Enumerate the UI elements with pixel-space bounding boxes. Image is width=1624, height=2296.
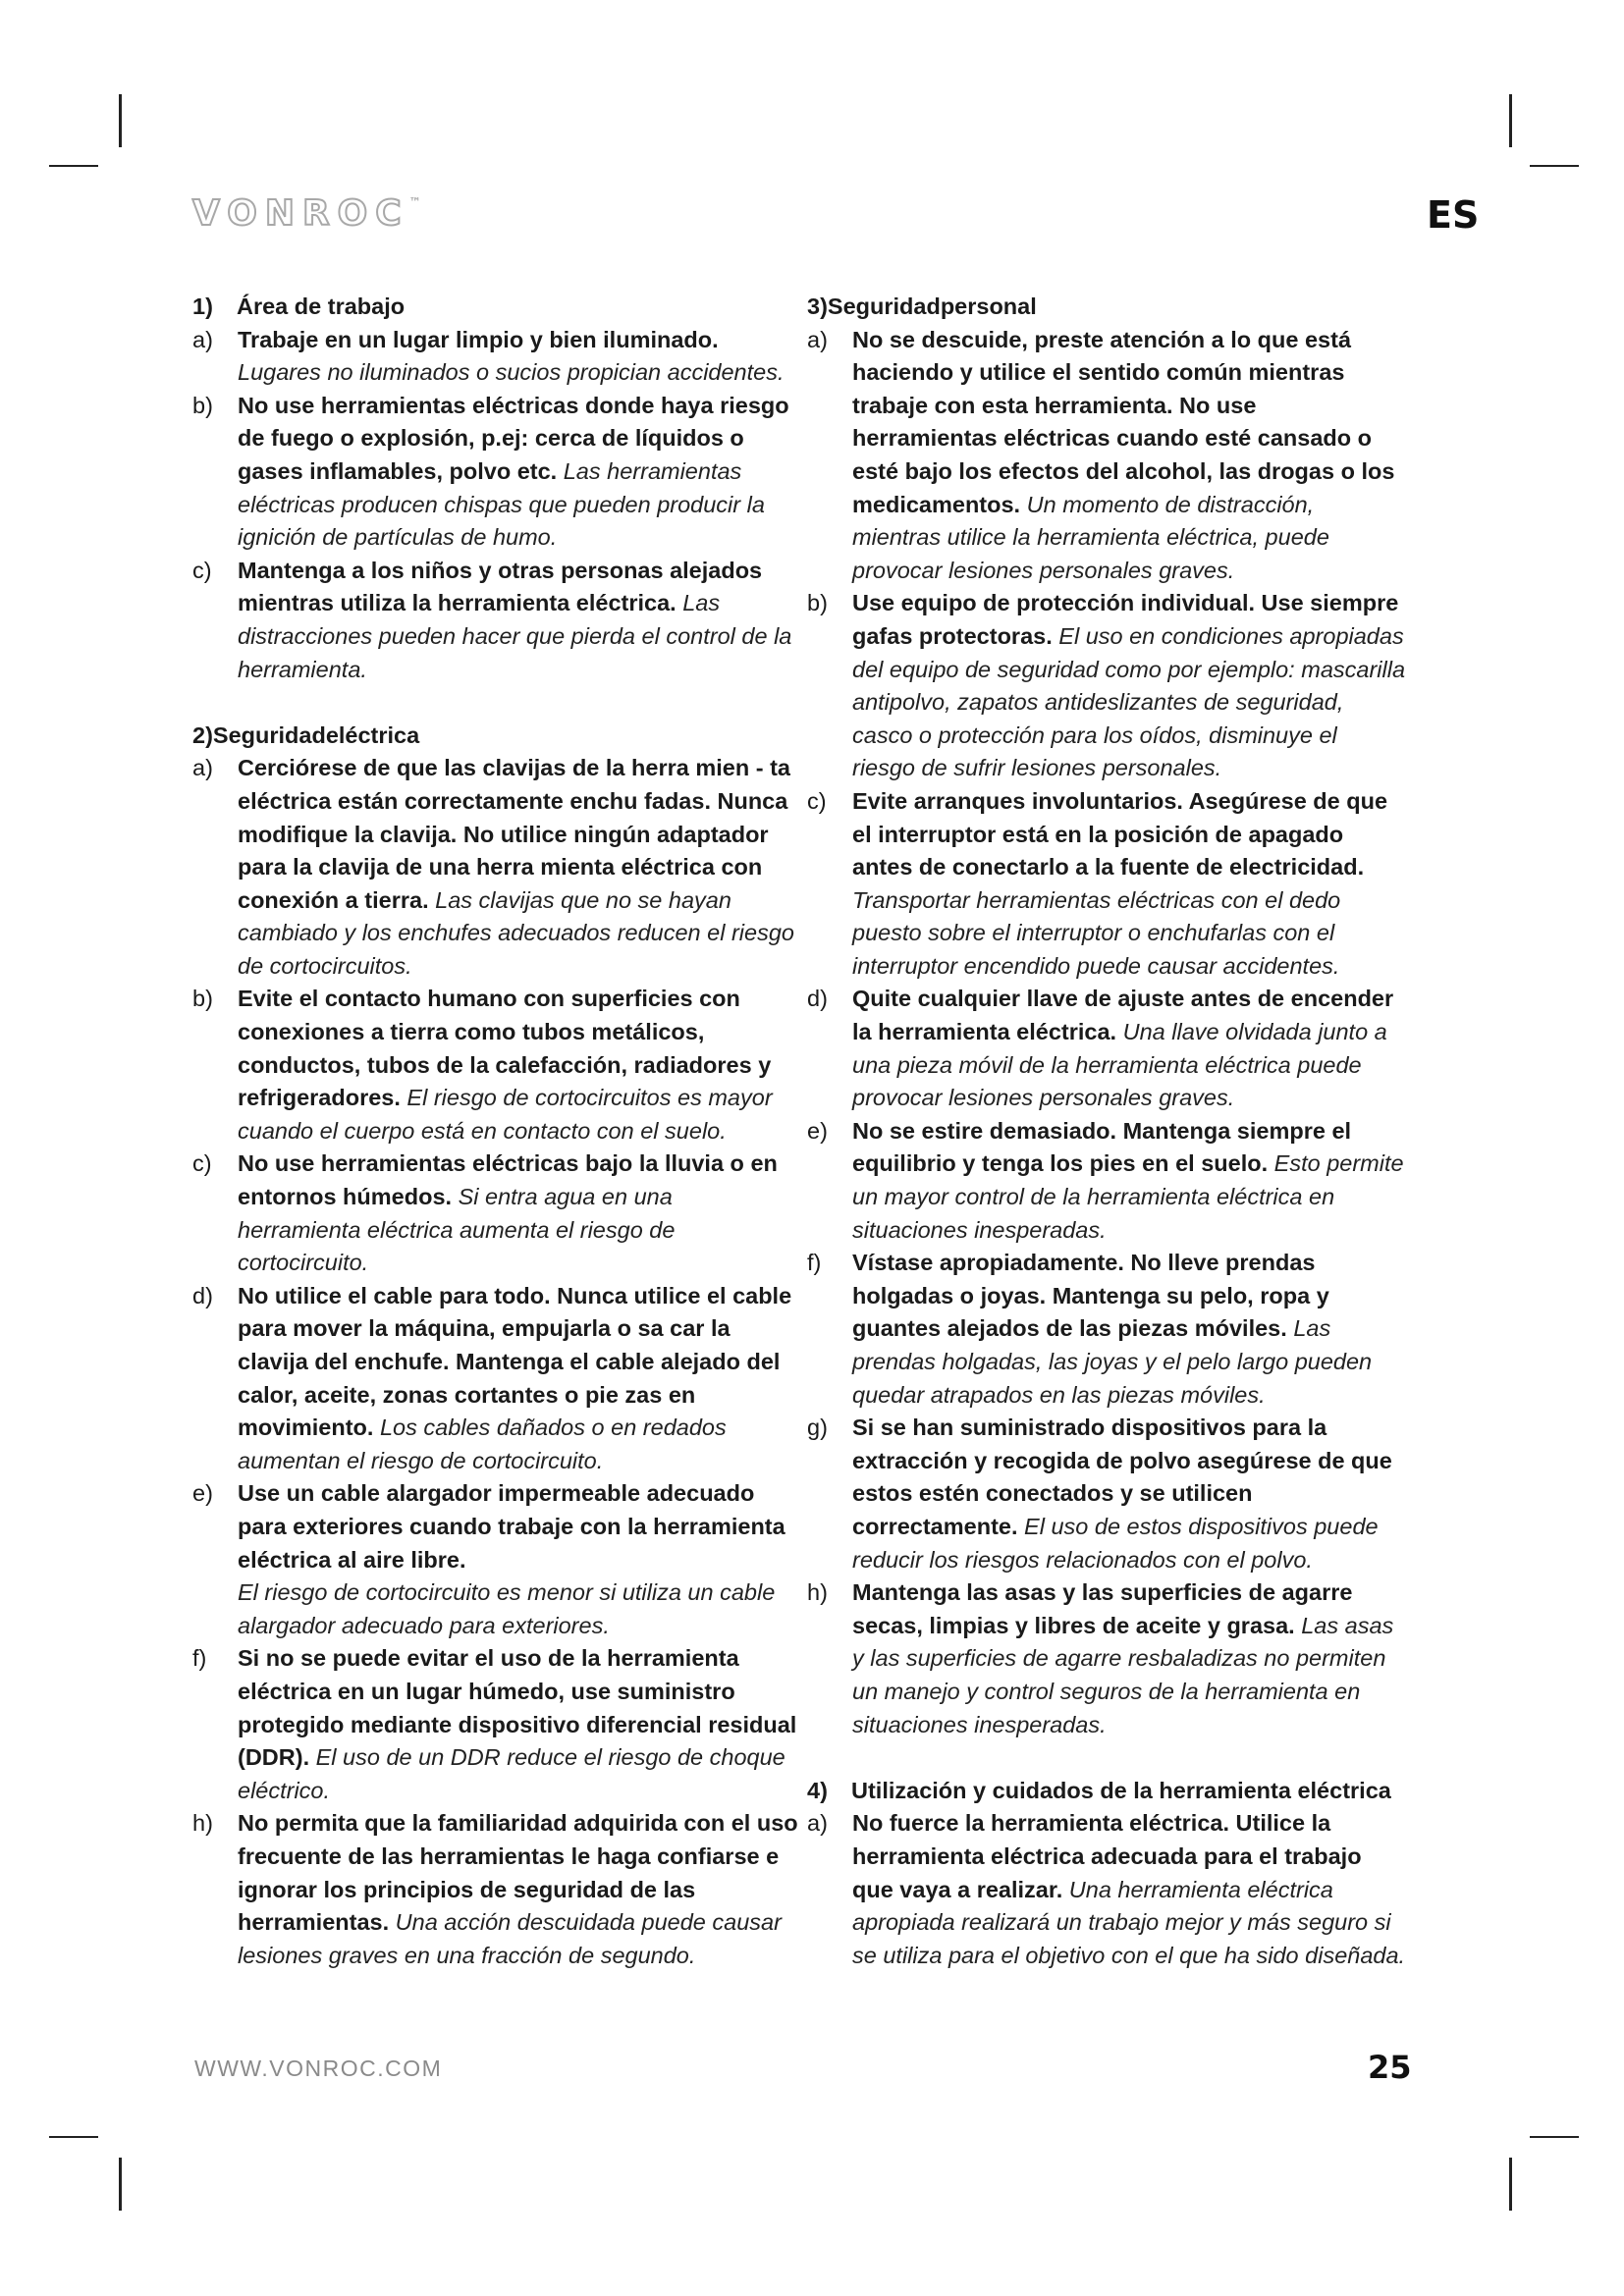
list-item: d) No utilice el cable para todo. Nunca utilice el cable para mover la máquina, empujarla o sa car la clavija del enchufe. Mantenga el cable alejado del calor, aceite, zonas cortantes o pie zas en movimiento. Los cables dañados o en redados aumentan el riesgo de cortocircuito.	[192, 1282, 792, 1473]
crop-mark	[1509, 94, 1512, 147]
crop-mark	[49, 165, 98, 167]
list-item: f) Vístase apropiadamente. No lleve prendas holgadas o joyas. Mantenga su pelo, ropa y guantes alejados de las piezas móviles. Las prendas holgadas, las joyas y el pelo largo pueden quedar atrapados en las piezas móviles.	[807, 1250, 1373, 1408]
list-item: c) Mantenga a los niños y otras personas alejados mientras utiliza la herramienta eléctrica. Las distracciones pueden hacer que pierda el control de la herramienta.	[192, 557, 792, 682]
list-item: b) Evite el contacto humano con superficies con conexiones a tierra como tubos metálicos, conductos, tubos de la calefacción, radiadores y refrigeradores. El riesgo de cortocircuitos es mayor cuando el cuerpo está en contacto con el suelo.	[192, 986, 773, 1144]
crop-mark	[119, 2158, 122, 2211]
footer-url: WWW.VONROC.COM	[194, 2056, 443, 2081]
left-column	[192, 291, 801, 1972]
list-item: c) Evite arranques involuntarios. Asegúrese de que el interruptor está en la posición de apagado antes de conectarlo a la fuente de electricidad. Transportar herramientas eléctricas con el dedo puesto sobre el interruptor o enchufarlas con el interruptor encendido puede causar accidentes.	[807, 787, 1388, 979]
right-column	[807, 291, 1406, 1972]
list-item: b) No use herramientas eléctricas donde haya riesgo de fuego o explosión, p.ej: cerca de líquidos o gases inflamables, polvo etc. Las herramientas eléctricas producen chispas que pueden producir la ignición de partículas de humo.	[192, 392, 789, 551]
list-item: a) Cerciórese de que las clavijas de la herra mien - ta eléctrica están correctamente enchu fadas. Nunca modifique la clavija. No utilice ningún adaptador para la clavija de una herra mienta eléctrica con conexión a tierra. Las clavijas que no se hayan cambiado y los enchufes adecuados reducen el riesgo de cortocircuitos.	[192, 755, 794, 979]
section-heading: 1) Área de trabajo	[192, 294, 406, 319]
page-number: 25	[1368, 2049, 1412, 2086]
list-item: h) No permita que la familiaridad adquirida con el uso frecuente de las herramientas le haga confiarse e ignorar los principios de seguridad de las herramientas. Una acción descuidada puede causar lesiones graves en una fracción de segundo.	[192, 1810, 798, 1968]
crop-mark	[49, 2136, 98, 2138]
section-heading: 2)Seguridadeléctrica	[192, 721, 420, 748]
list-item: c) No use herramientas eléctricas bajo la lluvia o en entornos húmedos. Si entra agua en una herramienta eléctrica aumenta el riesgo de cortocircuito.	[192, 1150, 778, 1276]
crop-mark	[1530, 165, 1579, 167]
list-item: a) No se descuide, preste atención a lo que está haciendo y utilice el sentido común mientras trabaje con esta herramienta. No use herramientas eléctricas cuando esté cansado o esté bajo los efectos del alcohol, las drogas o los medicamentos. Un momento de distracción, mientras utilice la herramienta eléctrica, puede provocar lesiones personales graves.	[807, 326, 1395, 583]
crop-mark	[1509, 2158, 1512, 2211]
list-item: h) Mantenga las asas y las superficies de agarre secas, limpias y libres de aceite y grasa. Las asas y las superficies de agarre resbaladizas no permiten un manejo y control seguros de la herramienta en situaciones inesperadas.	[807, 1579, 1394, 1737]
crop-mark	[119, 94, 122, 147]
list-item: e) Use un cable alargador impermeable adecuado para exteriores cuando trabaje con la herramienta eléctrica al aire libre. El riesgo de cortocircuito es menor si utiliza un cable alargador adecuado para exteriores.	[192, 1480, 785, 1638]
list-item: b) Use equipo de protección individual. Use siempre gafas protectoras. El uso en condiciones apropiadas del equipo de seguridad como por ejemplo: mascarilla antipolvo, zapatos antideslizantes de seguridad, casco o protección para los oídos, disminuye el riesgo de sufrir lesiones personales.	[807, 590, 1406, 781]
section-heading: 4) Utilización y cuidados de la herramienta eléctrica	[807, 1777, 1391, 1803]
crop-mark	[1530, 2136, 1579, 2138]
list-item: e) No se estire demasiado. Mantenga siempre el equilibrio y tenga los pies en el suelo. Esto permite un mayor control de la herramienta eléctrica en situaciones inesperadas.	[807, 1117, 1404, 1243]
list-item: d) Quite cualquier llave de ajuste antes de encender la herramienta eléctrica. Una llave olvidada junto a una pieza móvil de la herramienta eléctrica puede provocar lesiones personales graves.	[807, 986, 1394, 1111]
list-item: f) Si no se puede evitar el uso de la herramienta eléctrica en un lugar húmedo, use suministro protegido mediante dispositivo diferencial residual (DDR). El uso de un DDR reduce el riesgo de choque eléctrico.	[192, 1645, 797, 1803]
language-code: ES	[1427, 193, 1480, 237]
list-item: a) No fuerce la herramienta eléctrica. Utilice la herramienta eléctrica adecuada para el trabajo que vaya a realizar. Una herramienta eléctrica apropiada realizará un trabajo mejor y más seguro si se utiliza para el objetivo con el que ha sido diseñada.	[807, 1810, 1406, 1968]
section-heading: 3)Seguridadpersonal	[807, 294, 1037, 319]
list-item: g) Si se han suministrado dispositivos para la extracción y recogida de polvo asegúrese de que estos estén conectados y se utilicen correctamente. El uso de estos dispositivos puede reducir los riesgos relacionados con el polvo.	[807, 1415, 1392, 1573]
brand-logo: VONROC™	[192, 193, 421, 234]
list-item: a) Trabaje en un lugar limpio y bien iluminado. Lugares no iluminados o sucios propician accidentes.	[192, 326, 785, 386]
